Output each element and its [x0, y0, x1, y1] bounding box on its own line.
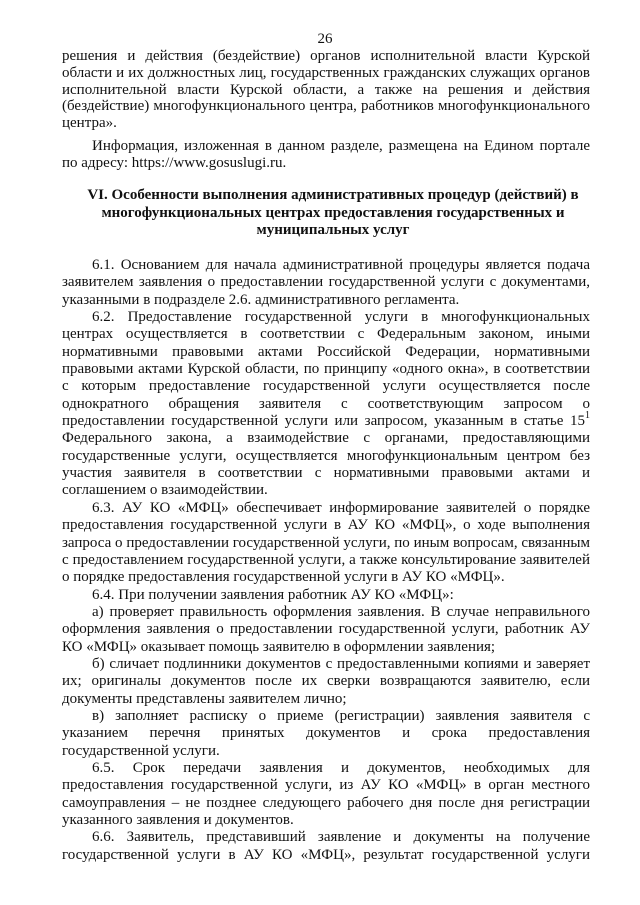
text-line: 6.4. При получении заявления работник АУ КО «МФЦ»:: [92, 586, 454, 603]
text-line: государственной услуги в АУ КО «МФЦ», результат государственной услуги: [62, 846, 590, 863]
list-item-v: [62, 708, 590, 760]
text-line: центрах осуществляется в соответствии с Федеральным законом, иными: [62, 326, 590, 343]
footnote-reference: 1: [585, 410, 590, 422]
heading-line: VI. Особенности выполнения административных процедур (действий) в: [87, 187, 579, 203]
text-line-with-footnote: [62, 410, 590, 430]
text-line: документы представлены заявителем лично;: [62, 690, 347, 707]
text-line: 6.3. АУ КО «МФЦ» обеспечивает информирование заявителей о порядке: [92, 499, 590, 516]
text-line: Информация, изложенная в данном разделе, размещена на Едином портале: [92, 138, 590, 154]
text-line: исполнительной власти Курской области, а также на решения и действия: [62, 81, 590, 98]
text-line: заявителем заявления о предоставлении государственной услуги с документами,: [62, 274, 590, 291]
text-line: запроса о предоставлении государственной услуги, по иным вопросам, связанным: [62, 534, 590, 551]
text-line: государственные услуги, осуществляется многофункциональным центром без: [62, 447, 590, 464]
text-line: указанного заявления и документов.: [62, 812, 294, 828]
text-line: соглашением о взаимодействии.: [62, 482, 268, 499]
text-line: правовыми актами Курской области, по принципу «одного окна», в соответствии: [62, 361, 590, 378]
text-line: 6.6. Заявитель, представивший заявление и документы на получение: [92, 829, 590, 846]
section-body: [62, 257, 590, 864]
text-line: самоуправления – не позднее следующего рабочего дня после дня регистрации: [62, 794, 590, 811]
text-line: предоставлении государственной услуги или запросом, указанным в статье 15: [62, 413, 585, 430]
text-line: о порядке предоставления государственной услуги в АУ КО «МФЦ».: [62, 569, 505, 586]
continuation-paragraph: [62, 48, 590, 132]
text-line: КО «МФЦ» оказывает помощь заявителю в оформлении заявления;: [62, 638, 496, 655]
text-line: оформления заявления о предоставлении государственной услуги, работник АУ: [62, 621, 590, 638]
text-line: в) заполняет расписку о приеме (регистрации) заявления заявителя с: [92, 707, 590, 724]
text-line: решения и действия (бездействие) органов исполнительной власти Курской: [62, 48, 590, 64]
heading-line: многофункциональных центрах предоставления государственных и: [101, 204, 565, 221]
text-line: предоставления государственной услуги в АУ КО «МФЦ», о ходе выполнения: [62, 517, 590, 534]
text-line: указанными в подразделе 2.6. административного регламента.: [62, 291, 460, 308]
section-heading: [62, 187, 590, 240]
text-line: области и их должностных лиц, государственных гражданских служащих органов: [62, 64, 590, 81]
page-number: 26: [317, 31, 333, 47]
heading-line: муниципальных услуг: [256, 222, 410, 238]
text-line: 6.1. Основанием для начала административной процедуры является подача: [92, 257, 590, 273]
text-line: предоставления государственной услуги, из АУ КО «МФЦ» в орган местного: [62, 777, 590, 794]
paragraph-6-2: [62, 309, 590, 500]
text-line: а) проверяет правильность оформления заявления. В случае неправильного: [92, 603, 590, 620]
text-line: с которым предоставление государственной услуги осуществляется после: [62, 378, 590, 395]
paragraph-6-4: [62, 587, 590, 604]
text-line: их; оригиналы документов после их сверки возвращаются заявителю, если: [62, 673, 590, 690]
text-line: государственной услуги.: [62, 742, 220, 759]
text-line: с предоставлением государственной услуги, а также консультирование заявителей: [62, 551, 590, 568]
text-line: б) сличает подлинники документов с предоставленными копиями и заверяет: [92, 655, 590, 672]
list-item-b: [62, 656, 590, 708]
text-line: центра».: [62, 115, 117, 131]
paragraph-6-6: [62, 829, 590, 864]
text-line: однократного обращения заявителя с соответствующим запросом о: [62, 395, 590, 412]
text-line: участия заявителя в соответствии с нормативными правовыми актами и: [62, 465, 590, 482]
text-line: (бездействие) многофункционального центра, работников многофункционального: [62, 98, 590, 115]
text-line: по адресу: https://www.gosuslugi.ru.: [62, 154, 287, 171]
paragraph-6-1: [62, 257, 590, 309]
text-line: 6.5. Срок передачи заявления и документов, необходимых для: [92, 759, 590, 776]
info-paragraph: [62, 138, 590, 171]
text-line: указанием перечня принятых документов и срока предоставления: [62, 725, 590, 742]
text-line: Федерального закона, а взаимодействие с органами, предоставляющими: [62, 430, 590, 447]
text-line: нормативными правовыми актами Российской Федерации, нормативными: [62, 343, 590, 360]
paragraph-6-5: [62, 760, 590, 829]
list-item-a: [62, 604, 590, 656]
paragraph-6-3: [62, 500, 590, 587]
text-line: 6.2. Предоставление государственной услуги в многофункциональных: [92, 309, 590, 326]
